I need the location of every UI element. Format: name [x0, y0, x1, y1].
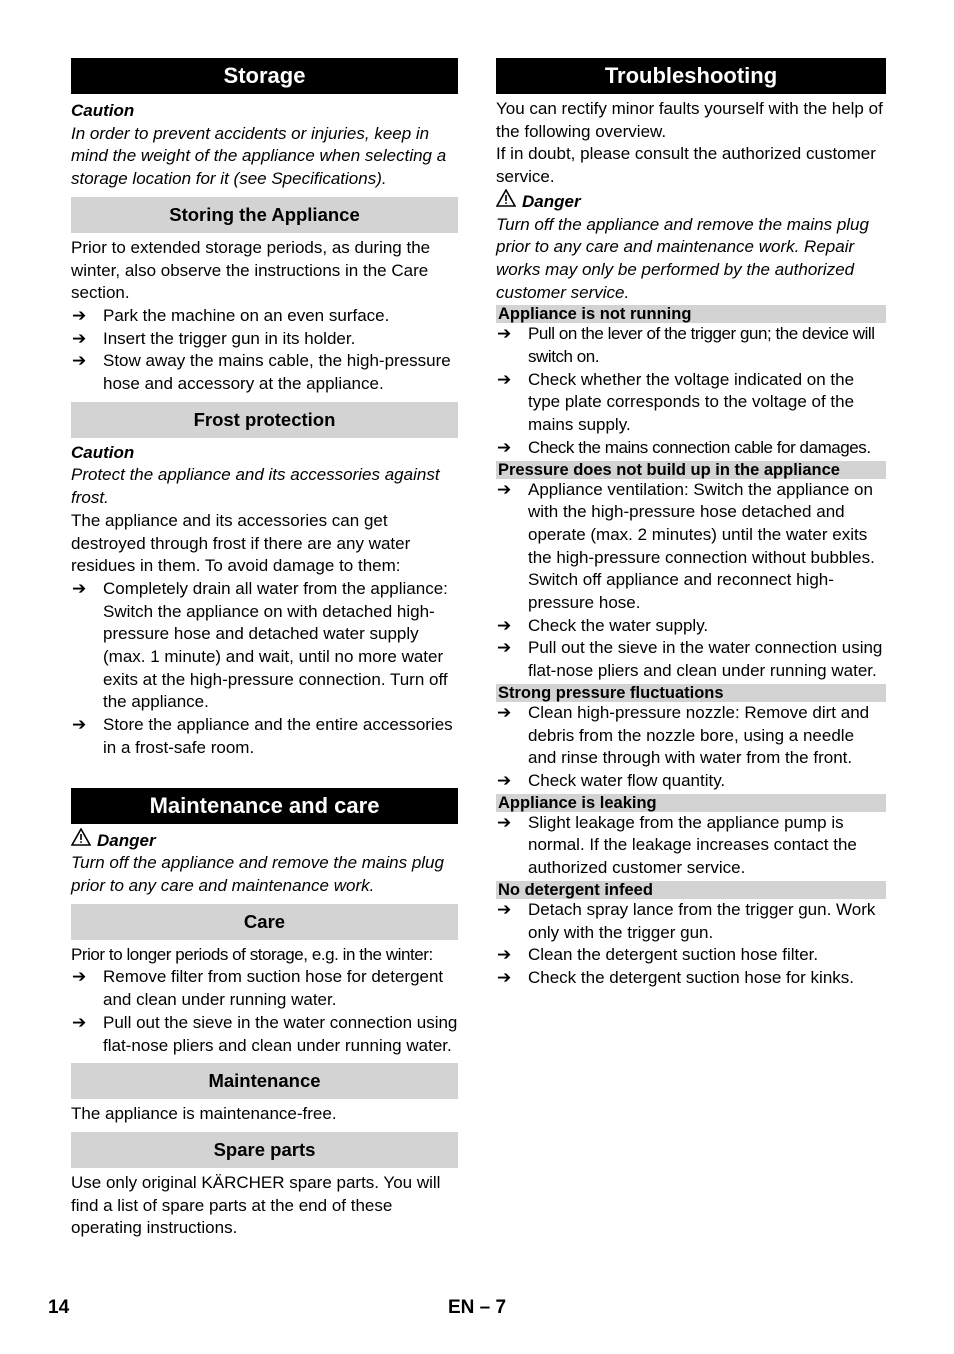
list-item: ➔ Completely drain all water from the appliance: Switch the appliance on with detached high-pressure hose and detached water supply (max. 1 minute) and wait, until no more water exits at the high-pressure connection. Turn off the appliance.: [72, 578, 448, 712]
list-item: ➔ Check the water supply.: [496, 615, 886, 638]
list-item: ➔ Remove filter from suction hose for detergent and clean under running water.: [72, 967, 444, 1010]
arrow-right-icon: ➔: [497, 615, 512, 635]
pressure-fluctuations-list: [496, 702, 886, 793]
list-item: ➔ Check the detergent suction hose for kinks.: [496, 967, 886, 990]
arrow-right-icon: ➔: [72, 328, 87, 348]
storing-list: [71, 305, 458, 396]
no-pressure-list: [496, 479, 886, 683]
troubleshooting-danger-text: Turn off the appliance and remove the mains plug prior to any care and maintenance work. Repair works may only be performed by the authorized customer service.: [496, 214, 869, 302]
spare-parts-heading: Spare parts: [71, 1132, 458, 1168]
list-item: ➔ Check the mains connection cable for damages.: [496, 437, 886, 460]
storing-appliance-heading: Storing the Appliance: [71, 197, 458, 233]
care-list: [71, 966, 458, 1057]
troubleshooting-intro-2: If in doubt, please consult the authorized customer service.: [496, 144, 876, 187]
maintenance-heading: Maintenance: [71, 1063, 458, 1099]
spare-parts-text: Use only original KÄRCHER spare parts. You will find a list of spare parts at the end of these operating instructions.: [71, 1172, 441, 1238]
troubleshooting-heading: Troubleshooting: [496, 58, 886, 94]
maintenance-danger-text: Turn off the appliance and remove the mains plug prior to any care and maintenance work.: [71, 853, 444, 895]
pressure-fluctuations-heading: Strong pressure fluctuations: [496, 684, 886, 702]
frost-list: [71, 578, 458, 760]
frost-intro: The appliance and its accessories can get destroyed through frost if there are any water residues in them. To avoid damage to them:: [71, 510, 411, 576]
list-item: ➔ Pull out the sieve in the water connection using flat-nose pliers and clean under running water.: [72, 1012, 458, 1055]
care-intro: Prior to longer periods of storage, e.g. in the winter:: [71, 944, 433, 964]
arrow-right-icon: ➔: [497, 369, 512, 389]
list-item: ➔ Insert the trigger gun in its holder.: [71, 328, 458, 351]
list-item: ➔ Appliance ventilation: Switch the appliance on with the high-pressure hose detached and operate (max. 2 minutes) until the water exits the high-pressure connection without bubbles. Switch off appliance and reconnect high-pressure hose.: [497, 479, 875, 613]
list-item: ➔ Park the machine on an even surface.: [71, 305, 458, 328]
arrow-right-icon: ➔: [72, 305, 87, 325]
leaking-list: [496, 812, 886, 880]
list-item: ➔ Clean high-pressure nozzle: Remove dirt and debris from the nozzle bore, using a needle and rinse through with water from the front.: [497, 702, 870, 768]
left-column: [71, 58, 458, 1240]
section-page-label: EN – 7: [448, 1297, 507, 1318]
leaking-heading: Appliance is leaking: [496, 794, 886, 812]
list-item: ➔ Store the appliance and the entire accessories in a frost-safe room.: [72, 715, 453, 757]
list-item: ➔ Detach spray lance from the trigger gun. Work only with the trigger gun.: [497, 899, 876, 942]
no-detergent-heading: No detergent infeed: [496, 881, 886, 899]
maintenance-text: The appliance is maintenance-free.: [71, 1104, 337, 1124]
warning-triangle-icon: [496, 189, 516, 214]
storage-caution-label: Caution: [71, 101, 135, 120]
list-item: ➔ Stow away the mains cable, the high-pressure hose and accessory at the appliance.: [72, 351, 451, 394]
frost-protection-heading: Frost protection: [71, 402, 458, 438]
frost-caution-text: Protect the appliance and its accessories against frost.: [71, 465, 440, 508]
arrow-right-icon: ➔: [72, 1012, 87, 1032]
list-item: ➔ Pull out the sieve in the water connection using flat-nose pliers and clean under running water.: [497, 638, 883, 681]
arrow-right-icon: ➔: [497, 324, 511, 344]
not-running-list: [496, 323, 886, 459]
maintenance-danger-label: Danger: [71, 828, 458, 853]
arrow-right-icon: ➔: [497, 812, 512, 832]
arrow-right-icon: ➔: [497, 899, 512, 919]
storage-heading: Storage: [71, 58, 458, 94]
arrow-right-icon: ➔: [72, 715, 87, 735]
frost-caution-label: Caution: [71, 442, 135, 462]
page-number: 14: [48, 1297, 70, 1318]
arrow-right-icon: ➔: [497, 945, 512, 965]
list-item: ➔ Check water flow quantity.: [496, 770, 886, 793]
list-item: ➔ Slight leakage from the appliance pump is normal. If the leakage increases contact the authorized customer service.: [497, 812, 857, 878]
maintenance-care-heading: Maintenance and care: [71, 788, 458, 824]
care-heading: Care: [71, 904, 458, 940]
arrow-right-icon: ➔: [497, 638, 512, 658]
arrow-right-icon: ➔: [72, 351, 87, 371]
not-running-heading: Appliance is not running: [496, 305, 886, 323]
list-item: ➔ Clean the detergent suction hose filter.: [496, 944, 886, 967]
troubleshooting-intro-1: You can rectify minor faults yourself with the help of the following overview.: [496, 99, 883, 141]
arrow-right-icon: ➔: [72, 967, 87, 987]
right-column: [496, 58, 886, 990]
warning-triangle-icon: [71, 828, 91, 853]
no-detergent-list: [496, 899, 886, 990]
arrow-right-icon: ➔: [497, 702, 512, 722]
troubleshooting-danger-label: Danger: [496, 189, 886, 214]
list-item: ➔ Check whether the voltage indicated on the type plate corresponds to the voltage of the mains supply.: [497, 369, 855, 435]
arrow-right-icon: ➔: [497, 437, 511, 457]
list-item: ➔ Pull on the lever of the trigger gun; the device will switch on.: [497, 324, 875, 367]
arrow-right-icon: ➔: [72, 578, 87, 598]
storing-intro: Prior to extended storage periods, as during the winter, also observe the instructions in the Care section.: [71, 237, 431, 303]
arrow-right-icon: ➔: [497, 967, 512, 987]
arrow-right-icon: ➔: [497, 770, 512, 790]
storage-caution-text: In order to prevent accidents or injuries, keep in mind the weight of the appliance when selecting a storage location for it (see Specifications).: [71, 123, 447, 189]
no-pressure-heading: Pressure does not build up in the appliance: [496, 461, 886, 479]
arrow-right-icon: ➔: [497, 479, 512, 499]
